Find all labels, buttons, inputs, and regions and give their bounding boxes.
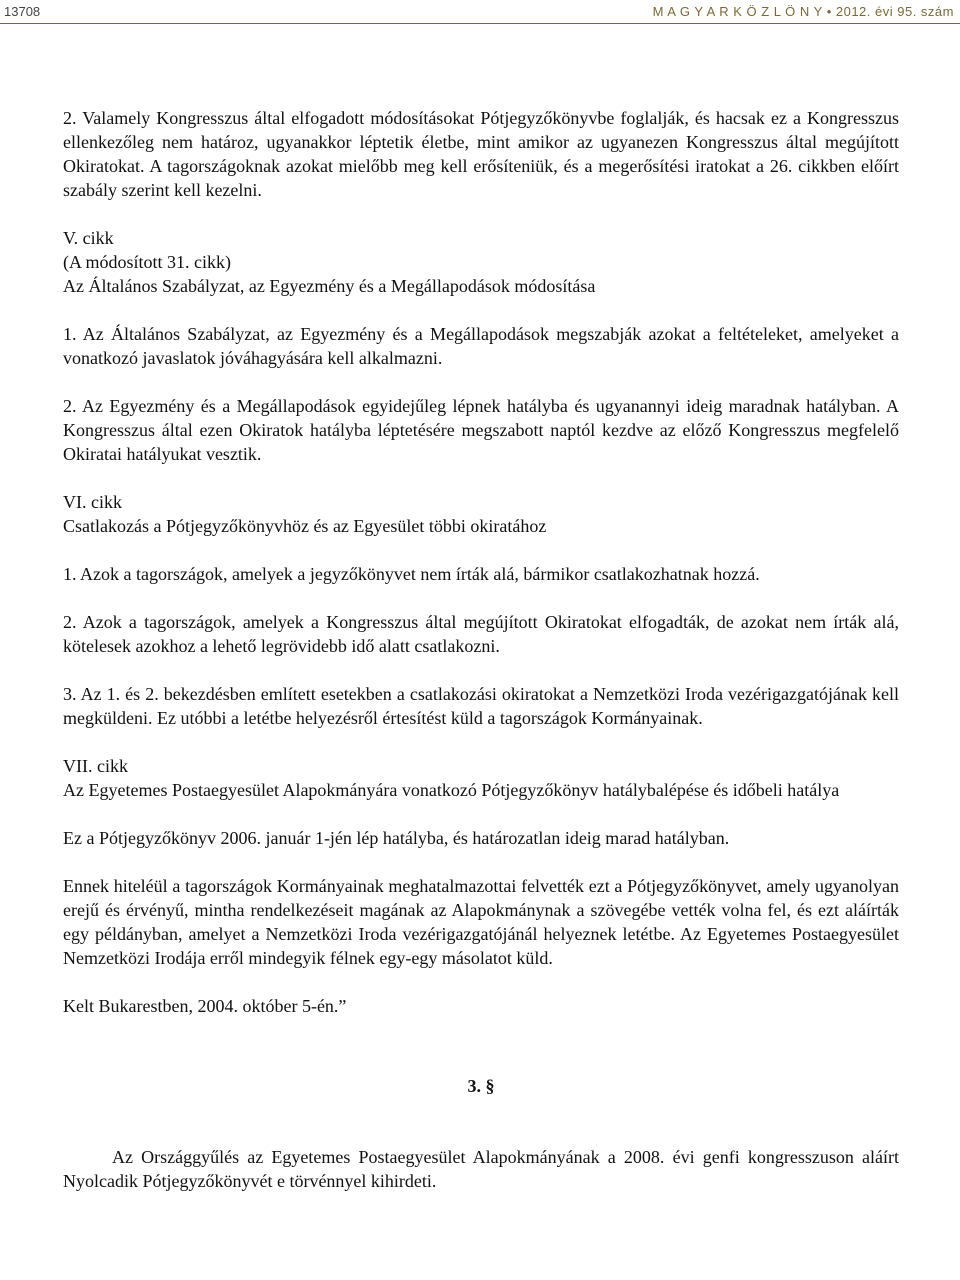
article-7-heading (63, 754, 899, 802)
article-number: VII. cikk (63, 756, 128, 776)
header-divider (0, 23, 960, 24)
dated-line: Kelt Bukarestben, 2004. október 5-én.” (63, 996, 347, 1016)
article-number: VI. cikk (63, 492, 122, 512)
article-5-paragraph-2: 2. Az Egyezmény és a Megállapodások egyidejűleg lépnek hatályba és ugyanannyi ideig maradnak hatályban. A Kongresszus által ezen Okiratok hatályba léptetésére megszabott naptól kezdve az előző Kongresszus megfelelő Okiratai hatályukat vesztik. (63, 396, 899, 464)
article-5-paragraph-1: 1. Az Általános Szabályzat, az Egyezmény és a Megállapodások megszabják azokat a feltételeket, amelyeket a vonatkozó javaslatok jóváhagyására kell alkalmazni. (63, 324, 899, 368)
document-body (63, 106, 899, 1193)
article-6-paragraph-3: 3. Az 1. és 2. bekezdésben említett esetekben a csatlakozási okiratokat a Nemzetközi Iroda vezérigazgatójának kell megküldeni. Ez utóbbi a letétbe helyezésről értesítést küld a tagországok Kormányainak. (63, 684, 899, 728)
article-number: V. cikk (63, 228, 114, 248)
article-7-paragraph-1: Ez a Pótjegyzőkönyv 2006. január 1-jén lép hatályba, és határozatlan ideig marad hatályban. (63, 828, 730, 848)
journal-title: M A G Y A R K Ö Z L Ö N Y • 2012. évi 95. szám (652, 4, 954, 19)
article-subtitle: (A módosított 31. cikk) (63, 252, 231, 272)
page-number: 13708 (4, 4, 41, 19)
article-6-paragraph-1: 1. Azok a tagországok, amelyek a jegyzőkönyvet nem írták alá, bármikor csatlakozhatnak hozzá. (63, 564, 760, 584)
article-title: Az Általános Szabályzat, az Egyezmény és a Megállapodások módosítása (63, 276, 596, 296)
page-header (0, 0, 960, 26)
article-title: Az Egyetemes Postaegyesület Alapokmányára vonatkozó Pótjegyzőkönyv hatálybalépése és időbeli hatálya (63, 780, 840, 800)
paragraph-amendments: 2. Valamely Kongresszus által elfogadott módosításokat Pótjegyzőkönyvbe foglalják, és hacsak ez a Kongresszus ellenkezőleg nem határoz, ugyanakkor léptetik életbe, mint amikor az ugyanezen Kongresszus által megújított Okiratokat. A tagországoknak azokat mielőbb meg kell erősíteniük, és a megerősítési iratokat a 26. cikkben előírt szabály szerint kell kezelni. (63, 108, 899, 200)
witness-clause: Ennek hiteléül a tagországok Kormányainak meghatalmazottai felvették ezt a Pótjegyzőkönyvet, amely ugyanolyan erejű és érvényű, mintha rendelkezéseit magának az Alapokmánynak a szövegébe vették volna fel, és ezt aláírták egy példányban, amelyet a Nemzetközi Iroda vezérigazgatójánál helyeznek letétbe. Az Egyetemes Postaegyesület Nemzetközi Irodája erről mindegyik félnek egy-egy másolatot küld. (63, 876, 899, 968)
article-6-heading (63, 490, 899, 538)
promulgation-paragraph: Az Országgyűlés az Egyetemes Postaegyesület Alapokmányának a 2008. évi genfi kongresszuson aláírt Nyolcadik Pótjegyzőkönyvét e törvénnyel kihirdeti. (63, 1147, 899, 1191)
section-number: 3. § (467, 1076, 495, 1096)
article-title: Csatlakozás a Pótjegyzőkönyvhöz és az Egyesület többi okiratához (63, 516, 547, 536)
article-6-paragraph-2: 2. Azok a tagországok, amelyek a Kongresszus által megújított Okiratokat elfogadták, de azokat nem írták alá, kötelesek azokhoz a lehető legrövidebb idő alatt csatlakozni. (63, 612, 899, 656)
article-5-heading (63, 226, 899, 298)
